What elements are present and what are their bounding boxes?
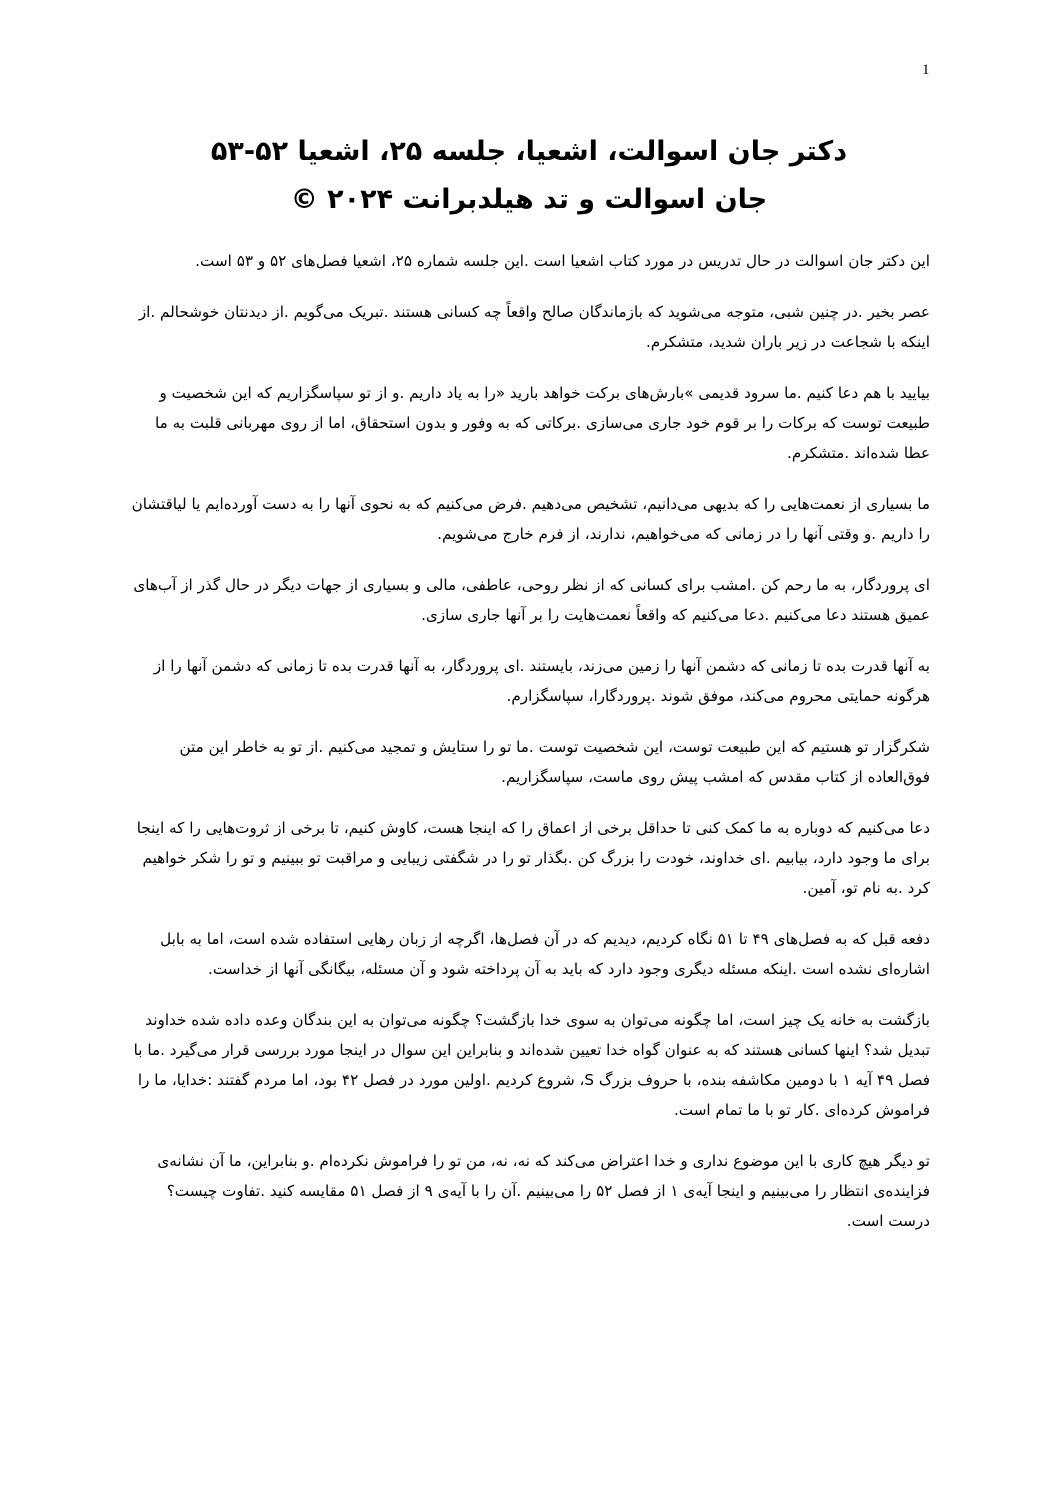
paragraph-return: بازگشت به خانه یک چیز است، اما چگونه می‌توان به سوی خدا بازگشت؟ چگونه می‌توان به این بندگان وعده داده شده خداوند تبدیل شد؟ اینها کسانی هستند که به عنوان گواه خدا تعیین شده‌اند و بنابراین این سوال در اینجا مورد بررسی قرار می‌گیرد .ما با فصل ۴۹ آیه ۱ با دومین مکاشفه بنده، با حروف بزرگ S، شروع کردیم .اولین مورد در فصل ۴۲ بود، اما مردم گفتند :خدایا، ما را فراموش کرده‌ای .کار تو با ما تمام است. <box>133 1011 930 1119</box>
paragraph-thanks: شکرگزار تو هستیم که این طبیعت توست، این شخصیت توست .ما تو را ستایش و تمجید می‌کنیم .از تو به خاطر این متن فوق‌العاده از کتاب مقدس که امشب پیش روی ماست، سپاسگزاریم. <box>179 738 930 786</box>
paragraph-review: دفعه قبل که به فصل‌های ۴۹ تا ۵۱ نگاه کردیم، دیدیم که در آن فصل‌ها، اگرچه از زبان رهایی استفاده شده است، اما به بابل اشاره‌ای نشده است .اینکه مسئله دیگری وجود دارد که باید به آن پرداخته شود و آن مسئله، بیگانگی آنها از خداست. <box>160 930 930 978</box>
paragraph-comparison: تو دیگر هیچ کاری با این موضوع نداری و خدا اعتراض می‌کند که نه، نه، من تو را فراموش نکرده‌ام .و بنابراین، ما آن نشانه‌ی فزاینده‌ی انتظار را می‌بینیم و اینجا آیه‌ی ۱ از فصل ۵۲ را می‌بینیم .آن را با آیه‌ی ۹ از فصل ۵۱ مقایسه کنید .تفاوت چیست؟ درست است. <box>157 1152 930 1230</box>
paragraph-prayer-closing: دعا می‌کنیم که دوباره به ما کمک کنی تا حداقل برخی از اعماق را که اینجا هست، کاوش کنیم، تا برخی از ثروت‌هایی را که اینجا برای ما وجود دارد، بیابیم .ای خداوند، خودت را بزرگ کن .بگذار تو را در شگفتی زیبایی و مراقبت تو ببینیم و تو را شکر خواهیم کرد .به نام تو، آمین. <box>136 819 930 897</box>
page-title <box>128 128 930 224</box>
paragraph-intro: این دکتر جان اسوالت در حال تدریس در مورد کتاب اشعیا است .این جلسه شماره ۲۵، اشعیا فصل‌های ۵۲ و ۵۳ است. <box>195 252 930 270</box>
paragraph-mercy: ای پروردگار، به ما رحم کن .امشب برای کسانی که از نظر روحی، عاطفی، مالی و بسیاری از جهات دیگر در حال گذر از آب‌های عمیق هستند دعا می‌کنیم .دعا می‌کنیم که واقعاً نعمت‌هایت را بر آنها جاری سازی. <box>133 576 930 624</box>
document-body <box>128 246 930 1257</box>
paragraph-greeting: عصر بخیر .در چنین شبی، متوجه می‌شوید که بازماندگان صالح واقعاً چه کسانی هستند .تبریک می‌گویم .از دیدنتان خوشحالم .از اینکه با شجاعت در زیر باران شدید، متشکرم. <box>138 303 930 351</box>
title-line-1: دکتر جان اسوالت، اشعیا، جلسه ۲۵، اشعیا ۵۲-۵۳ <box>210 136 848 167</box>
paragraph-blessings: ما بسیاری از نعمت‌هایی را که بدیهی می‌دانیم، تشخیص می‌دهیم .فرض می‌کنیم که به نحوی آنها را به دست آورده‌ایم یا لیاقتشان را داریم .و وقتی آنها را در زمانی که می‌خواهیم، ندارند، از فرم خارج می‌شویم. <box>131 495 930 543</box>
title-line-2: جان اسوالت و تد هیلدبرانت ۲۰۲۴ © <box>290 184 768 215</box>
paragraph-strength: به آنها قدرت بده تا زمانی که دشمن آنها را زمین می‌زند، بایستند .ای پروردگار، به آنها قدرت بده تا زمانی که دشمن آنها را از هرگونه حمایتی محروم می‌کند، موفق شوند .پروردگارا، سپاسگزارم. <box>153 657 930 705</box>
page-number: 1 <box>922 62 930 78</box>
paragraph-prayer-opening: بیایید با هم دعا کنیم .ما سرود قدیمی »بارش‌های برکت خواهد بارید «را به یاد داریم .و از تو سپاسگزاریم که این شخصیت و طبیعت توست که برکات را بر قوم خود جاری می‌سازی .برکاتی که به وفور و بدون استحقاق، اما از روی مهربانی قلبت به ما عطا شده‌اند .متشکرم. <box>155 384 930 462</box>
